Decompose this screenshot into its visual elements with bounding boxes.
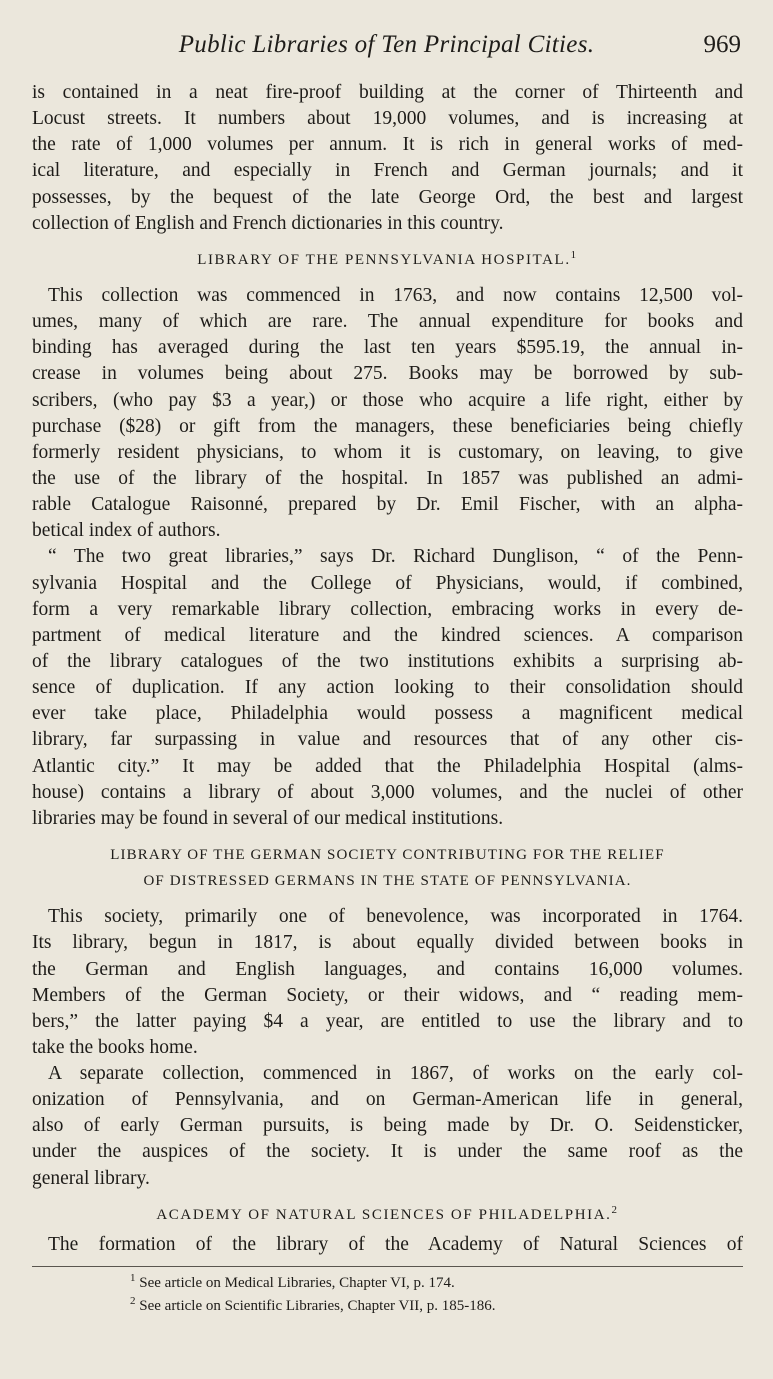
- text-line: scribers, (who pay $3 a year,) or those who acquire a life right, either by: [32, 389, 743, 411]
- text-line: house) contains a library of about 3,000 volumes, and the nuclei of other: [32, 781, 743, 803]
- text-line: Atlantic city.” It may be added that the Philadelphia Hospital (alms-: [32, 755, 743, 777]
- text-line: of the library catalogues of the two institutions exhibits a surprising ab-: [32, 650, 743, 672]
- text-line: collection of English and French dictionaries in this country.: [32, 212, 504, 234]
- text-line: general library.: [32, 1167, 150, 1189]
- section-heading-academy-natural-sciences: [32, 1202, 743, 1228]
- text-line: onization of Pennsylvania, and on German-American life in general,: [32, 1089, 743, 1111]
- running-title: Public Libraries of Ten Principal Cities.: [178, 31, 595, 58]
- text-line: libraries may be found in several of our medical institutions.: [32, 807, 504, 829]
- text-line: the use of the library of the hospital. In 1857 was published an admi-: [32, 467, 743, 489]
- footnote-rule: [32, 1266, 743, 1267]
- text-line: rable Catalogue Raisonné, prepared by Dr. Emil Fischer, with an alpha-: [32, 494, 743, 516]
- text-line: ever take place, Philadelphia would possess a magnificent medical: [32, 703, 743, 725]
- footnote-ref: 2: [611, 1203, 619, 1216]
- text-line: also of early German pursuits, is being made by Dr. O. Seidensticker,: [32, 1115, 743, 1137]
- text-line: Locust streets. It numbers about 19,000 volumes, and is increasing at: [32, 108, 743, 130]
- text-line: sylvania Hospital and the College of Physicians, would, if combined,: [32, 572, 743, 594]
- text-line: purchase ($28) or gift from the managers, these beneficiaries being chiefly: [32, 415, 743, 437]
- text-line: the rate of 1,000 volumes per annum. It is rich in general works of med-: [32, 134, 743, 156]
- section-heading-german-society: LIBRARY OF THE GERMAN SOCIETY CONTRIBUTING FOR THE RELIEF: [110, 846, 665, 863]
- paragraph-2: [32, 283, 743, 544]
- text-line: sence of duplication. If any action looking to their consolidation should: [32, 677, 743, 699]
- text-line: library, far surpassing in value and resources that of any other cis-: [32, 729, 743, 751]
- section-heading-german-society-line-2: OF DISTRESSED GERMANS IN THE STATE OF PENNSYLVANIA.: [143, 873, 632, 890]
- text-line: umes, many of which are rare. The annual expenditure for books and: [32, 311, 743, 333]
- text-line: The formation of the library of the Academy of Natural Sciences of: [48, 1233, 743, 1255]
- text-line: This collection was commenced in 1763, and now contains 12,500 vol-: [48, 284, 743, 306]
- text-line: crease in volumes being about 275. Books may be borrowed by sub-: [32, 363, 743, 385]
- footnote-text: See article on Scientific Libraries, Chapter VII, p. 185-186.: [139, 1298, 496, 1314]
- spacer: [32, 273, 743, 283]
- footnotes: [130, 1272, 496, 1318]
- page-number: 969: [703, 31, 741, 58]
- text-line: form a very remarkable library collection, embracing works in every de-: [32, 598, 743, 620]
- spacer: [32, 1192, 743, 1202]
- paragraph-6: [32, 1232, 743, 1258]
- section-heading-pennsylvania-hospital: [32, 247, 743, 273]
- footnote-mark: 1: [130, 1272, 136, 1284]
- footnote-text: See article on Medical Libraries, Chapter VI, p. 174.: [139, 1275, 455, 1291]
- spacer: [32, 894, 743, 904]
- text-line: This society, primarily one of benevolence, was incorporated in 1764.: [48, 906, 743, 928]
- spacer: [32, 832, 743, 842]
- paragraph-5: [32, 1061, 743, 1192]
- footnote-ref: 1: [570, 248, 578, 261]
- paragraph-3: [32, 544, 743, 832]
- text-line: binding has averaged during the last ten years $595.19, the annual in-: [32, 337, 743, 359]
- text-line: A separate collection, commenced in 1867, of works on the early col-: [48, 1063, 743, 1085]
- text-line: Members of the German Society, or their widows, and “ reading mem-: [32, 984, 743, 1006]
- text-line: “ The two great libraries,” says Dr. Richard Dunglison, “ of the Penn-: [48, 546, 743, 568]
- text-line: bers,” the latter paying $4 a year, are entitled to use the library and to: [32, 1010, 743, 1032]
- footnote-2: [130, 1295, 496, 1318]
- running-head: [32, 31, 741, 65]
- text-line: Its library, begun in 1817, is about equally divided between books in: [32, 932, 743, 954]
- text-line: under the auspices of the society. It is under the same roof as the: [32, 1141, 743, 1163]
- body-text: [32, 80, 743, 1258]
- heading-text: ACADEMY OF NATURAL SCIENCES OF PHILADELPHIA.: [156, 1206, 612, 1223]
- paragraph-4: [32, 904, 743, 1061]
- footnote-mark: 2: [130, 1295, 136, 1307]
- text-line: possesses, by the bequest of the late George Ord, the best and largest: [32, 186, 743, 208]
- paragraph-1: [32, 80, 743, 237]
- spacer: [32, 237, 743, 247]
- heading-text: LIBRARY OF THE PENNSYLVANIA HOSPITAL.: [197, 251, 571, 268]
- text-line: formerly resident physicians, to whom it is customary, on leaving, to give: [32, 441, 743, 463]
- text-line: take the books home.: [32, 1036, 198, 1058]
- text-line: is contained in a neat fire-proof building at the corner of Thirteenth and: [32, 82, 743, 103]
- text-line: ical literature, and especially in French and German journals; and it: [32, 160, 743, 182]
- text-line: partment of medical literature and the kindred sciences. A comparison: [32, 624, 743, 646]
- footnote-1: [130, 1272, 496, 1295]
- text-line: betical index of authors.: [32, 520, 221, 542]
- text-line: the German and English languages, and contains 16,000 volumes.: [32, 958, 743, 980]
